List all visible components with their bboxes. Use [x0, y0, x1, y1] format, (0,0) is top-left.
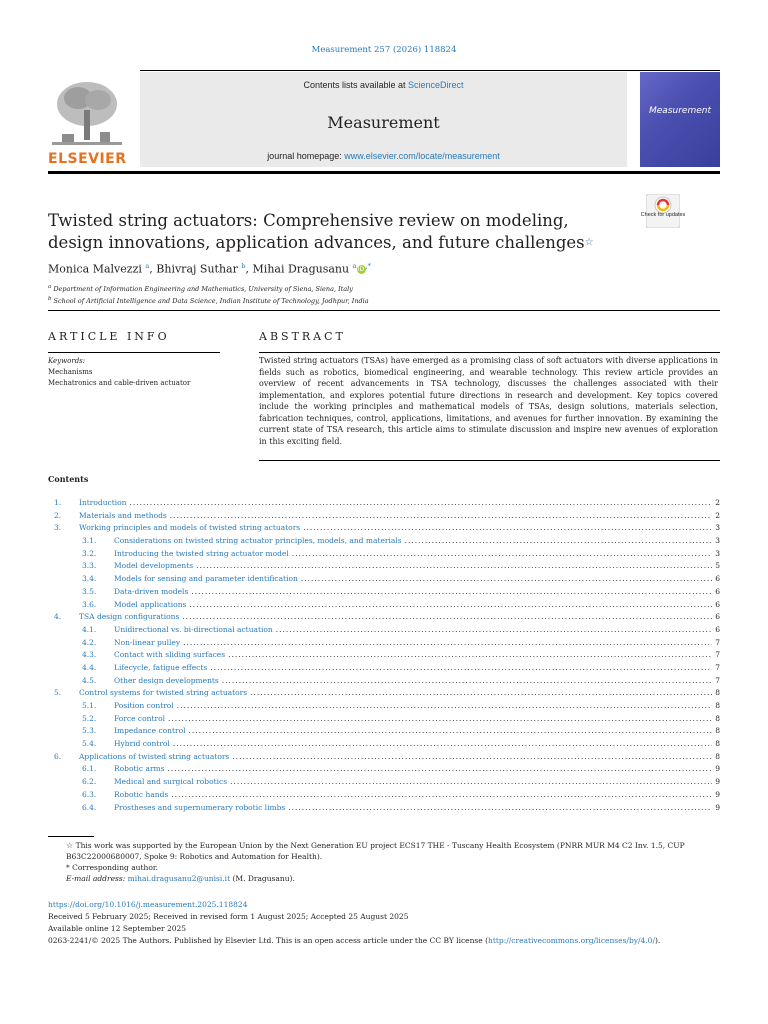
toc-entry-page: 8: [715, 726, 720, 736]
toc-entry-title[interactable]: Model developments: [114, 561, 194, 571]
toc-leader-dots: [222, 676, 712, 685]
toc-entry-number: 4.4.: [82, 662, 97, 672]
toc-leader-dots: [189, 726, 713, 735]
abstract-text: Twisted string actuators (TSAs) have emerged as a promising class of soft actuators with diverse applications in fields such as robotics, biomedical engineering, and wearable technology. This review article provides an overview of recent advancements in TSA technology, discusses the challenges associated with their implementation, and explores potential future directions in research and development. Key topics covered include the working principles and mathematical models of TSAs, design solutions, materials selection, fabrication techniques, control, applications, limitations, and avenues for further innovation. By examining the current state of TSA research, this article aims to stimulate discussion and inspire new avenues of exploration in this exciting field.: [259, 356, 718, 446]
toc-entry-page: 8: [715, 739, 720, 749]
toc-leader-dots: [405, 536, 713, 545]
toc-entry-page: 3: [715, 523, 720, 533]
article-title: Twisted string actuators: Comprehensive review on modeling, design innovations, application advances, and future challenges☆: [48, 211, 594, 252]
toc-entry-page: 7: [715, 637, 720, 647]
affiliation-a: $^a$ Department of Information Engineering and Mathematics, University of Siena, Siena, Italy: [48, 284, 353, 294]
toc-entry-title[interactable]: Hybrid control: [114, 739, 170, 749]
corresponding-author-mark[interactable]: *: [367, 262, 371, 270]
table-of-contents: [54, 498, 720, 815]
footnotes: [48, 840, 720, 884]
toc-entry-page: 5: [715, 561, 720, 571]
toc-entry-page: 3: [715, 548, 720, 558]
toc-entry[interactable]: [54, 523, 720, 536]
toc-entry[interactable]: [54, 764, 720, 777]
toc-entry[interactable]: [54, 803, 720, 816]
toc-leader-dots: [168, 764, 713, 773]
toc-entry-number: 6.2.: [82, 777, 97, 787]
toc-leader-dots: [228, 650, 712, 659]
license-link[interactable]: http://creativecommons.org/licenses/by/4.0/: [488, 936, 655, 945]
toc-entry-page: 9: [715, 802, 720, 812]
check-for-updates-label[interactable]: Check for updates: [640, 212, 686, 218]
toc-entry-page: 2: [715, 498, 720, 507]
toc-entry-page: 9: [715, 764, 720, 774]
toc-leader-dots: [170, 511, 712, 520]
toc-leader-dots: [276, 625, 712, 634]
keywords-block: [48, 356, 228, 389]
article-info-heading: ARTICLE INFO: [48, 330, 170, 343]
funding-footnote-mark: ☆: [66, 841, 74, 850]
header-bottom-rule: [48, 171, 720, 174]
toc-entry-page: 8: [715, 701, 720, 710]
toc-entry-page: 3: [715, 536, 720, 546]
toc-entry-title[interactable]: Lifecycle, fatigue effects: [114, 662, 208, 672]
toc-entry-title[interactable]: TSA design configurations: [79, 612, 180, 622]
toc-leader-dots: [292, 549, 712, 558]
toc-entry[interactable]: [54, 676, 720, 689]
author-name[interactable]: Mihai Dragusanu: [252, 262, 350, 276]
sciencedirect-link[interactable]: ScienceDirect: [408, 80, 464, 90]
toc-entry[interactable]: [54, 739, 720, 752]
toc-entry-page: 6: [715, 624, 720, 634]
toc-leader-dots: [182, 612, 712, 621]
toc-entry-title[interactable]: Robotic hands: [114, 789, 169, 799]
toc-entry-title[interactable]: Robotic arms: [114, 764, 165, 774]
toc-entry-page: 9: [715, 777, 720, 787]
corresponding-footnote: * Corresponding author.: [66, 863, 159, 872]
contents-heading: Contents: [48, 474, 89, 484]
toc-entry-page: 9: [715, 789, 720, 799]
toc-entry-number: 5.3.: [82, 726, 97, 736]
toc-entry-title[interactable]: Contact with sliding surfaces: [114, 650, 226, 660]
funding-footnote: ☆ This work was supported by the European Union by the Next Generation EU project ECS17 THE - Tuscany Health Ecosystem (PNRR MUR M4 C2 Inv. 1.5, CUP B63C22000680007, Spoke 9: Robotics and Automation for Health).: [66, 841, 685, 861]
toc-entry-number: 4.1.: [82, 624, 97, 634]
keywords-label: Keywords:: [48, 357, 86, 365]
toc-entry[interactable]: [54, 511, 720, 524]
publisher-name: ELSEVIER: [48, 151, 127, 167]
affiliation-b: $^b$ School of Artificial Intelligence and Data Science, Indian Institute of Technology, Jodhpur, India: [48, 296, 369, 306]
toc-entry-title[interactable]: Force control: [114, 713, 165, 723]
orcid-icon[interactable]: iD: [357, 266, 365, 274]
toc-entry-number: 6.1.: [82, 764, 97, 774]
toc-entry-title[interactable]: Applications of twisted string actuators: [79, 751, 230, 761]
keyword-item: Mechanisms: [48, 368, 93, 376]
author-affil-mark[interactable]: b: [241, 262, 246, 270]
toc-leader-dots: [210, 663, 712, 672]
toc-entry[interactable]: [54, 701, 720, 714]
author-list: Monica Malvezzi $^a$, Bhivraj Suthar $^b$, Mihai Dragusanu $^a$iD,*: [48, 262, 371, 276]
toc-entry-number: 5.1.: [82, 701, 97, 710]
license-line: 0263-2241/© 2025 The Authors. Published by Elsevier Ltd. This is an open access article under the CC BY license (http://creativecommons.org/licenses/by/4.0/).: [48, 936, 661, 945]
toc-entry[interactable]: [54, 498, 720, 511]
toc-entry-title[interactable]: Materials and methods: [79, 510, 167, 520]
email-link[interactable]: mihai.dragusanu2@unisi.it: [127, 874, 231, 883]
toc-leader-dots: [232, 752, 712, 761]
affiliation-rule: [48, 310, 720, 311]
toc-leader-dots: [191, 587, 712, 596]
toc-entry-title[interactable]: Impedance control: [114, 726, 186, 736]
toc-entry-title[interactable]: Introducing the twisted string actuator model: [114, 548, 289, 558]
abstract-bottom-rule: [259, 460, 720, 461]
journal-citation[interactable]: Measurement 257 (2026) 118824: [311, 45, 457, 55]
toc-entry-title[interactable]: Medical and surgical robotics: [114, 777, 228, 787]
toc-entry[interactable]: [54, 777, 720, 790]
toc-entry-page: 7: [715, 650, 720, 660]
toc-leader-dots: [189, 600, 712, 609]
toc-entry-number: 5.2.: [82, 713, 97, 723]
toc-entry-page: 7: [715, 675, 720, 685]
toc-entry[interactable]: [54, 688, 720, 701]
toc-entry-title[interactable]: Considerations on twisted string actuator principles, models, and materials: [114, 536, 402, 546]
toc-entry[interactable]: [54, 752, 720, 765]
toc-entry-page: 8: [715, 688, 720, 698]
toc-entry-title[interactable]: Models for sensing and parameter identification: [114, 574, 298, 584]
doi-link[interactable]: https://doi.org/10.1016/j.measurement.2025.118824: [48, 900, 248, 909]
toc-leader-dots: [230, 777, 712, 786]
author-affil-mark[interactable]: a: [145, 262, 150, 270]
email-footnote: E-mail address: mihai.dragusanu2@unisi.it (M. Dragusanu).: [66, 874, 295, 883]
toc-leader-dots: [177, 701, 713, 710]
toc-entry-page: 7: [715, 662, 720, 672]
toc-entry-number: 2.: [54, 510, 62, 520]
author-name[interactable]: Bhivraj Suthar: [156, 262, 238, 276]
toc-leader-dots: [196, 561, 712, 570]
check-for-updates-icon[interactable]: [646, 194, 680, 228]
toc-entry[interactable]: [54, 536, 720, 549]
toc-entry-number: 3.6.: [82, 599, 97, 609]
journal-cover-thumbnail[interactable]: [640, 72, 720, 167]
journal-name: Measurement: [327, 113, 440, 132]
toc-entry[interactable]: [54, 714, 720, 727]
author-name[interactable]: Monica Malvezzi: [48, 262, 142, 276]
received-history: Received 5 February 2025; Received in revised form 1 August 2025; Accepted 25 August 2025: [48, 912, 409, 921]
contents-available-line: Contents lists available at ScienceDirect: [303, 80, 464, 90]
toc-entry-number: 3.3.: [82, 561, 97, 571]
toc-entry-number: 3.4.: [82, 574, 97, 584]
toc-entry-number: 4.3.: [82, 650, 97, 660]
toc-entry[interactable]: [54, 600, 720, 613]
toc-entry-number: 4.: [54, 612, 62, 622]
toc-entry-title[interactable]: Data-driven models: [114, 586, 189, 596]
toc-entry-number: 3.1.: [82, 536, 97, 546]
toc-leader-dots: [168, 714, 712, 723]
toc-entry-title[interactable]: Other design developments: [114, 675, 219, 685]
toc-entry-title[interactable]: Model applications: [114, 599, 187, 609]
title-footnote-mark[interactable]: ☆: [584, 237, 594, 248]
keyword-item: Mechatronics and cable-driven actuator: [48, 379, 191, 387]
toc-entry-page: 8: [715, 751, 720, 761]
toc-entry-number: 1.: [54, 498, 62, 507]
toc-entry-number: 6.: [54, 751, 62, 761]
toc-entry[interactable]: [54, 612, 720, 625]
toc-entry-number: 3.: [54, 523, 62, 533]
toc-leader-dots: [250, 688, 712, 697]
toc-entry[interactable]: [54, 561, 720, 574]
toc-entry[interactable]: [54, 587, 720, 600]
toc-entry-number: 6.4.: [82, 802, 97, 812]
available-online: Available online 12 September 2025: [48, 924, 187, 933]
toc-entry-page: 2: [715, 510, 720, 520]
publication-meta: [48, 899, 720, 947]
header-top-rule: [140, 70, 720, 71]
toc-leader-dots: [173, 739, 712, 748]
toc-entry[interactable]: [54, 625, 720, 638]
toc-entry-page: 8: [715, 713, 720, 723]
toc-entry-number: 6.3.: [82, 789, 97, 799]
journal-homepage-line: journal homepage: www.elsevier.com/locate/measurement: [267, 151, 500, 161]
toc-entry-number: 3.2.: [82, 548, 97, 558]
toc-entry-page: 6: [715, 599, 720, 609]
toc-entry-number: 5.: [54, 688, 62, 698]
toc-leader-dots: [288, 803, 712, 812]
cover-title: Measurement: [649, 106, 711, 116]
toc-entry[interactable]: [54, 638, 720, 651]
toc-leader-dots: [301, 574, 712, 583]
toc-entry-number: 5.4.: [82, 739, 97, 749]
abstract-heading: ABSTRACT: [259, 330, 346, 343]
toc-leader-dots: [130, 498, 713, 507]
toc-entry-number: 4.2.: [82, 637, 97, 647]
article-info-rule: [48, 352, 220, 353]
toc-entry-page: 6: [715, 612, 720, 622]
toc-entry-title[interactable]: Working principles and models of twisted string actuators: [79, 523, 301, 533]
toc-entry-title[interactable]: Control systems for twisted string actuators: [79, 688, 248, 698]
toc-entry[interactable]: [54, 663, 720, 676]
author-affil-mark[interactable]: a: [352, 262, 357, 270]
toc-entry[interactable]: [54, 549, 720, 562]
toc-entry[interactable]: [54, 726, 720, 739]
toc-entry-number: 4.5.: [82, 675, 97, 685]
footnote-rule: [48, 836, 94, 837]
toc-entry-title[interactable]: Unidirectional vs. bi-directional actuation: [114, 624, 273, 634]
toc-entry-title[interactable]: Prostheses and supernumerary robotic limbs: [114, 802, 286, 812]
toc-leader-dots: [303, 523, 712, 532]
toc-entry-title[interactable]: Position control: [114, 701, 174, 710]
journal-homepage-link[interactable]: www.elsevier.com/locate/measurement: [344, 151, 500, 161]
abstract-rule: [259, 352, 720, 353]
toc-entry-title[interactable]: Non-linear pulley: [114, 637, 181, 647]
toc-entry[interactable]: [54, 574, 720, 587]
toc-entry-page: 6: [715, 586, 720, 596]
toc-leader-dots: [183, 638, 712, 647]
toc-entry-page: 6: [715, 574, 720, 584]
toc-entry[interactable]: [54, 790, 720, 803]
toc-entry-title[interactable]: Introduction: [79, 498, 127, 507]
toc-entry[interactable]: [54, 650, 720, 663]
toc-leader-dots: [171, 790, 712, 799]
toc-entry-number: 3.5.: [82, 586, 97, 596]
